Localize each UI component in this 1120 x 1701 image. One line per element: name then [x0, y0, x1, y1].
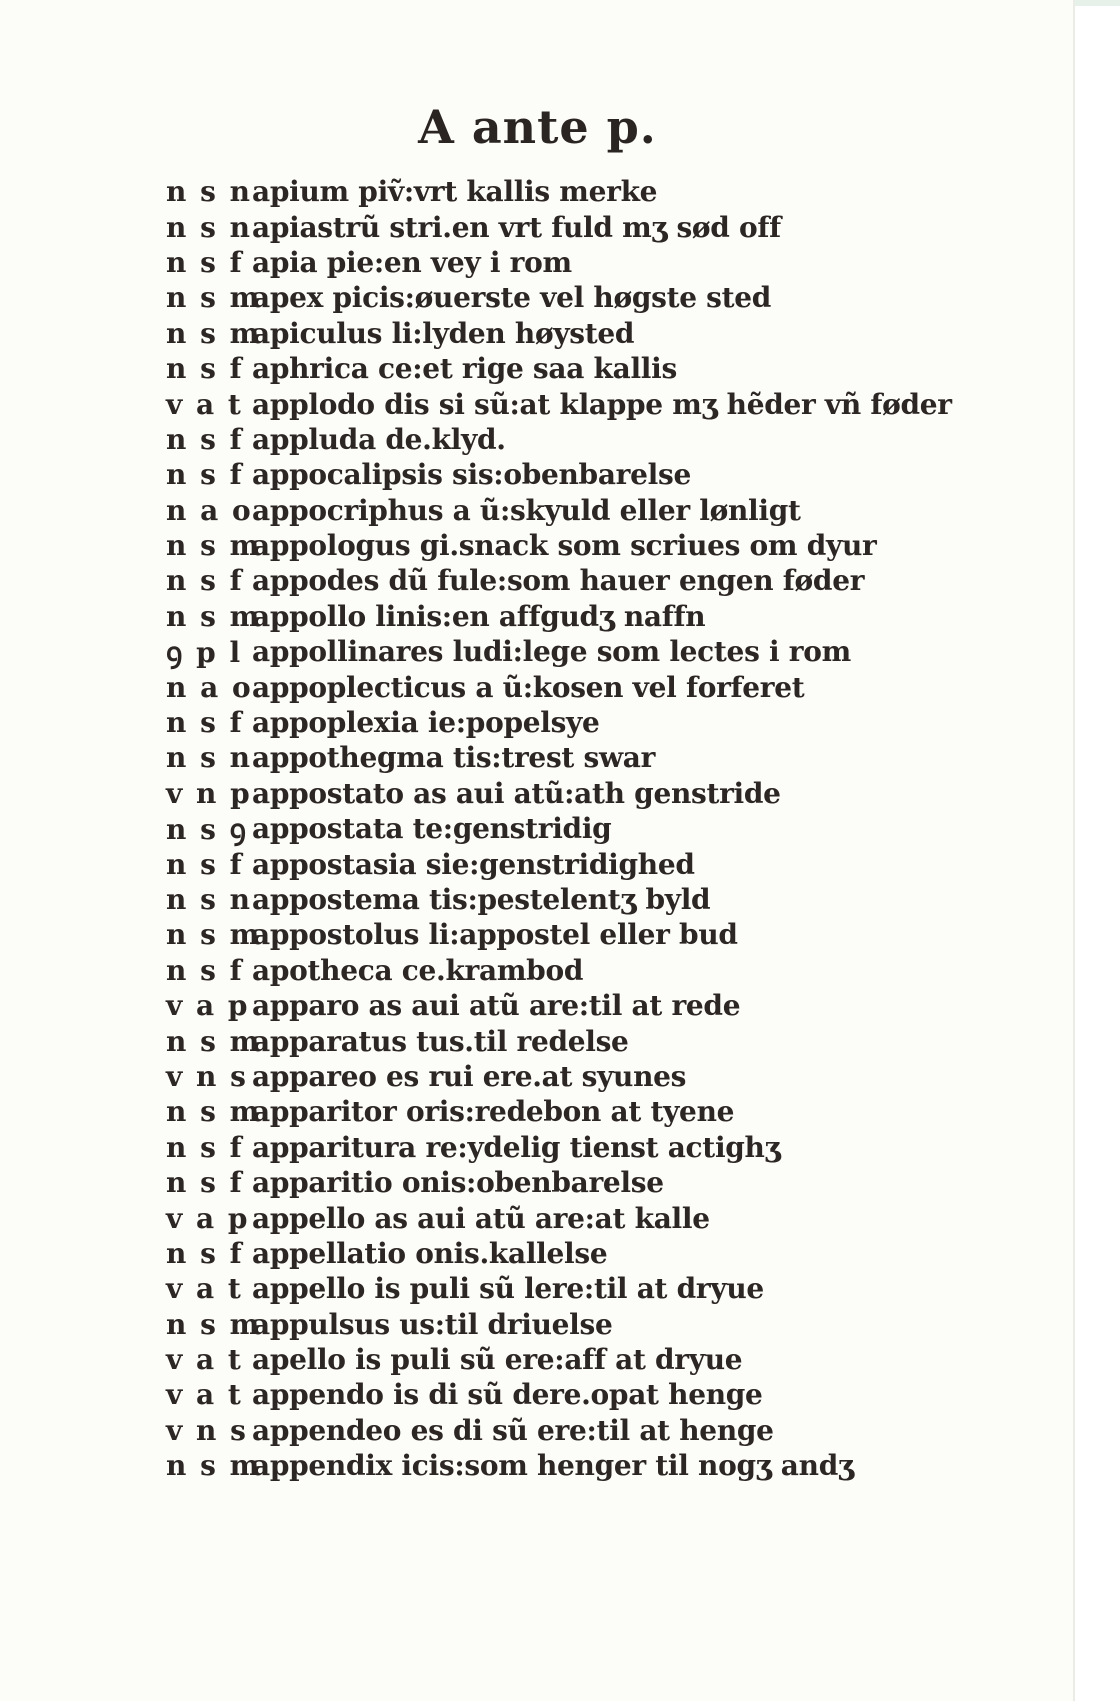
grammar-code: n s n [166, 175, 252, 209]
dictionary-entry [166, 988, 952, 1023]
entry-text: applodo dis si sũ:at klappe mʒ hẽder vñ føder [252, 387, 952, 421]
dictionary-entry [166, 422, 952, 457]
entry-text: appostata te:genstridig [252, 812, 612, 846]
grammar-code: ꝯ p l [166, 635, 243, 669]
dictionary-entry [166, 1059, 952, 1094]
page-title: A ante p. [418, 100, 657, 154]
dictionary-entry [166, 351, 952, 386]
dictionary-entry [166, 1342, 952, 1377]
entry-text: appulsus us:til driuelse [252, 1307, 613, 1341]
grammar-code: n s n [166, 883, 252, 916]
grammar-code: v a t [166, 1343, 243, 1377]
grammar-code: n s f [166, 706, 244, 740]
grammar-code: n s f [166, 1130, 244, 1164]
right-page-margin [1075, 0, 1120, 1701]
entry-text: apotheca ce.krambod [252, 953, 584, 987]
entry-text: appello is puli sũ lere:til at dryue [252, 1272, 764, 1306]
grammar-code: n s f [166, 1166, 244, 1200]
grammar-code: n s m [166, 1449, 262, 1483]
entry-text: appendix icis:som henger til nogʒ andʒ [252, 1449, 854, 1483]
grammar-code: n s f [166, 458, 244, 492]
dictionary-entry [166, 1271, 952, 1306]
entry-text: appodes dũ fule:som hauer engen føder [252, 564, 865, 598]
dictionary-entry [166, 1413, 952, 1448]
entry-text: appoplecticus a ũ:kosen vel forferet [252, 670, 805, 704]
grammar-code: n s f [166, 352, 244, 386]
entry-text: apello is puli sũ ere:aff at dryue [252, 1343, 743, 1377]
entry-text: apparitio onis:obenbarelse [252, 1166, 664, 1200]
entry-text: appothegma tis:trest swar [252, 741, 656, 775]
entry-text: appello as aui atũ are:at kalle [252, 1201, 710, 1235]
entry-text: appologus gi.snack som scriues om dyur [252, 529, 877, 563]
grammar-code: n s m [166, 918, 262, 952]
margin-mark [1075, 0, 1120, 6]
dictionary-entry [166, 1200, 952, 1235]
grammar-code: n s m [166, 1024, 262, 1058]
entry-text: apparo as aui atũ are:til at rede [252, 989, 741, 1023]
grammar-code: v n s [166, 1413, 248, 1447]
grammar-code: n s f [166, 564, 244, 598]
entry-text: appendo is di sũ dere.opat henge [252, 1378, 763, 1412]
dictionary-entry [166, 1023, 952, 1058]
grammar-code: v a t [166, 1378, 243, 1412]
dictionary-entry [166, 776, 952, 811]
grammar-code: n s m [166, 1307, 262, 1341]
dictionary-entry [166, 457, 952, 492]
dictionary-entry [166, 1130, 952, 1165]
grammar-code: n s m [166, 1095, 262, 1129]
grammar-code: v a p [166, 989, 250, 1023]
dictionary-entry [166, 528, 952, 563]
dictionary-entry [166, 882, 952, 917]
grammar-code: n s f [166, 847, 244, 881]
grammar-code: n s f [166, 245, 244, 279]
entry-text: appellatio onis.kallelse [252, 1236, 608, 1270]
dictionary-entry [166, 1236, 952, 1271]
dictionary-entry [166, 316, 952, 351]
grammar-code: n s f [166, 953, 244, 987]
grammar-code: n s f [166, 422, 244, 456]
entry-text: aphrica ce:et rige saa kallis [252, 352, 677, 386]
entry-text: apparitor oris:redebon at tyene [252, 1095, 735, 1129]
grammar-code: n s m [166, 599, 262, 633]
dictionary-entry [166, 280, 952, 315]
dictionary-entry [166, 846, 952, 881]
entry-text: appendeo es di sũ ere:til at henge [252, 1413, 774, 1447]
entry-text: apia pie:en vey i rom [252, 245, 572, 279]
dictionary-entry [166, 953, 952, 988]
dictionary-entry [166, 599, 952, 634]
entry-text: apparitura re:ydelig tienst actighʒ [252, 1130, 781, 1164]
grammar-code: v a p [166, 1201, 250, 1235]
entry-text: appareo es rui ere.at syunes [252, 1059, 687, 1093]
grammar-code: n s m [166, 281, 262, 315]
entry-text: apex picis:øuerste vel høgste sted [252, 281, 772, 315]
grammar-code: n s m [166, 316, 262, 350]
dictionary-entry [166, 1377, 952, 1412]
entry-text: appocriphus a ũ:skyuld eller lønligt [252, 493, 801, 527]
dictionary-entry [166, 174, 952, 209]
grammar-code: v n p [166, 776, 252, 810]
dictionary-entry [166, 563, 952, 598]
entry-text: appluda de.klyd. [252, 422, 506, 456]
entry-text: appollo linis:en affgudʒ naffn [252, 599, 706, 633]
grammar-code: v a t [166, 1272, 243, 1306]
entry-text: apiculus li:lyden høysted [252, 316, 635, 350]
dictionary-entry [166, 1307, 952, 1342]
dictionary-entry [166, 740, 952, 775]
grammar-code: n s n [166, 210, 252, 244]
entry-text: appoplexia ie:popelsye [252, 706, 600, 740]
grammar-code: v n s [166, 1059, 248, 1093]
grammar-code: n s ꝯ [166, 812, 249, 846]
dictionary-entry [166, 1165, 952, 1200]
dictionary-entry [166, 1094, 952, 1129]
grammar-code: n s n [166, 741, 252, 775]
entry-text: appostema tis:pestelentʒ byld [252, 883, 711, 916]
dictionary-entry [166, 245, 952, 280]
entry-text: apparatus tus.til redelse [252, 1024, 629, 1058]
dictionary-entry [166, 493, 952, 528]
entry-text: appocalipsis sis:obenbarelse [252, 458, 691, 492]
grammar-code: v a t [166, 387, 243, 421]
dictionary-entry [166, 634, 952, 669]
grammar-code: n s f [166, 1236, 244, 1270]
grammar-code: n a o [166, 670, 253, 704]
dictionary-entry [166, 811, 952, 846]
entry-text: appostato as aui atũ:ath genstride [252, 776, 781, 810]
dictionary-entry [166, 917, 952, 952]
dictionary-entry [166, 209, 952, 244]
grammar-code: n s m [166, 529, 262, 563]
dictionary-entry [166, 1448, 952, 1483]
dictionary-entry-list [166, 174, 952, 1483]
entry-text: apium piṽ:vrt kallis merke [252, 175, 658, 209]
entry-text: appostolus li:appostel eller bud [252, 918, 738, 952]
dictionary-entry [166, 386, 952, 421]
grammar-code: n a o [166, 493, 253, 527]
entry-text: appollinares ludi:lege som lectes i rom [252, 635, 851, 669]
entry-text: appostasia sie:genstridighed [252, 847, 695, 881]
entry-text: apiastrũ stri.en vrt fuld mʒ sød off [252, 210, 781, 244]
dictionary-entry [166, 669, 952, 704]
dictionary-entry [166, 705, 952, 740]
